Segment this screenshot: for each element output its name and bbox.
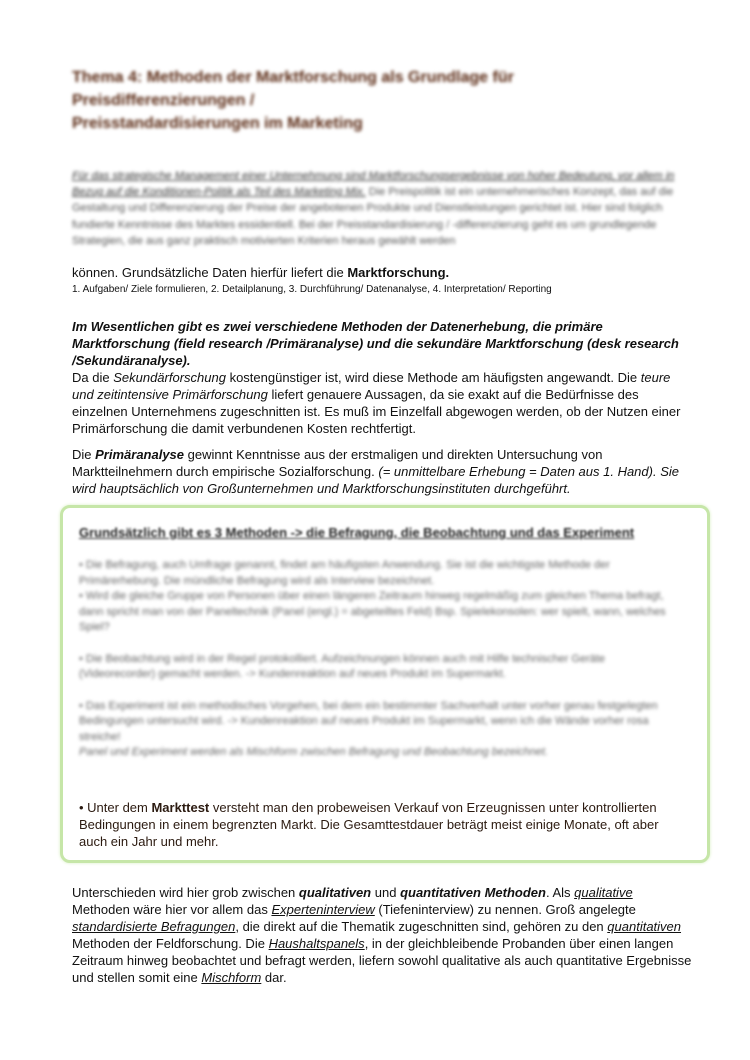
final-f1: Unterschieden wird hier grob zwischen [72,885,299,900]
document-title [72,66,632,135]
mischform-note: Panel und Experiment werden als Mischform zwischen Befragung und Beobachtung bezeichnet. [79,746,548,758]
methods-s1: Da die [72,370,114,385]
final-mischform: Mischform [201,970,262,985]
methods-s2-italic: teure und zeitintensive Primärforschung [72,370,671,402]
methods-s3: liefert genauere Aussagen, da sie exakt auf die Bedürfnisse des einzelnen Unternehmens zugeschnitten ist. Es muß im Einzelfall abgewogen werden, ob der Nutzen einer Primärforschung die damit verbundenen Kosten rechtfertigt. [72,387,681,436]
title-line-1: Thema 4: Methoden der Marktforschung als Grundlage für [72,69,514,86]
final-f4: Methoden wäre hier vor allem das [72,902,272,917]
experiment-item: • Das Experiment ist ein methodisches Vorgehen, bei dem ein bestimmter Sachverhalt unter vorher genau festgelegten Bedingungen untersucht wird. -> Kundenreaktion auf neues Produkt im Supermarkt, wenn ich die Wände vorher rosa streiche! [79,699,658,743]
markttest-post: versteht man den probeweisen Verkauf von Erzeugnissen unter kontrollierten Bedingungen in einem begrenzten Markt. Die Gesamttestdauer beträgt meist einige Monate, oft aber auch ein Jahr und mehr. [79,800,659,849]
intro-lead: Für das strategische Management einer Unternehmung sind Marktforschungsergebnisse von hoher Bedeutung, vor allem in Bezug auf die Konditionen-Politik als Teil des Marketing Mix. [72,170,675,199]
final-standardisierte-befragungen: standardisierte Befragungen [72,919,236,934]
title-line-3: Preisstandardisierungen im Marketing [72,115,363,132]
title-line-2: Preisdifferenzierungen / [72,92,255,109]
final-paragraph [72,884,692,986]
primary-p2-italic: (= unmittelbare Erhebung = Daten aus 1. Hand). Sie wird hauptsächlich von Großunternehmen und Marktforschungsinstituten durchgeführt. [72,464,679,496]
final-qualitativen: qualitativen [298,885,372,900]
befragung-item: • Die Befragung, auch Umfrage genannt, findet am häufigsten Anwendung. Sie ist die wichtigste Methode der Primärerhebung. Die mündliche Befragung wird als Interview bezeichnet. [79,559,610,587]
intro-tail-text: können. Grundsätzliche Daten hierfür liefert die [72,265,348,280]
intro-tail [72,264,692,281]
primary-p2: gewinnt Kenntnisse aus der erstmaligen und direkten Untersuchung von Marktteilnehmern durch empirische Sozialforschung. [72,447,603,479]
panel-item: • Wird die gleiche Gruppe von Personen über einen längeren Zeitraum hinweg regelmäßig zum gleichen Thema befragt, dann spricht man von der Paneltechnik (Panel (engl.) = abgeteiltes Feld) Bsp. Spielekonsolen: wer spielt, wann, welches Spiel? [79,590,666,633]
final-f3: . Als [545,885,575,900]
final-quantitativen: quantitativen Methoden [400,885,546,900]
final-f9: dar. [261,970,287,985]
final-f8: , in der gleichbleibende Probanden über einen langen Zeitraum hinweg beobachtet und befragt werden, liefern sowohl qualitative als auch quantitative Ergebnisse und stellen somit eine [72,936,692,985]
final-haushaltspanels: Haushaltspanels [268,936,365,951]
final-experteninterview: Experteninterview [271,902,375,917]
markttest-item [79,799,679,850]
primary-analysis-paragraph [72,446,692,497]
beobachtung-item: • Die Beobachtung wird in der Regel protokolliert. Aufzeichnungen können auch mit Hilfe technischer Geräte (Videorecorder) gemacht werden. -> Kundenreaktion auf neues Produkt im Supermarkt. [79,652,606,680]
intro-body: Die Preispolitik ist ein unternehmerisches Konzept, das auf die Gestaltung und Differenzierung der Preise der angebotenen Produkte und Dienstleistungen gerichtet ist. Hier sind folglich fundierte Kenntnisse des Marktes essidentiell. Bei der Preisstandardisierung / -differenzierung geht es um grundlegende Strategien, die aus ganz praktisch motivierten Kriterien heraus gewählt werden [72,186,674,247]
final-quantitative: quantitativen [607,919,682,934]
primary-p1: Die [72,447,96,462]
methods-lead: Im Wesentlichen gibt es zwei verschiedene Methoden der Datenerhebung, die primäre Marktforschung (field research /Primäranalyse) und die sekundäre Marktforschung (desk research /Sekundäranalyse). [72,319,679,368]
box-heading: Grundsätzlich gibt es 3 Methoden -> die Befragung, die Beobachtung und das Experiment [79,525,635,540]
methods-s1-italic: Sekundärforschung [113,370,226,385]
primary-term: Primäranalyse [95,447,185,462]
intro-tail-bold: Marktforschung. [347,265,450,280]
box-blurred-content [79,558,675,777]
final-f7: Methoden der Feldforschung. Die [72,936,269,951]
intro-blurred-paragraph [72,168,682,249]
markttest-term: Markttest [151,800,210,815]
final-qualitative: qualitative [574,885,633,900]
final-f5: (Tiefeninterview) zu nennen. Groß angelegte [374,902,636,917]
research-steps: 1. Aufgaben/ Ziele formulieren, 2. Detailplanung, 3. Durchführung/ Datenanalyse, 4. Interpretation/ Reporting [72,284,552,295]
methods-s2: kostengünstiger ist, wird diese Methode am häufigsten angewandt. Die [225,370,641,385]
final-f2: und [371,885,401,900]
methods-paragraph [72,318,692,437]
markttest-pre: • Unter dem [79,800,152,815]
final-f6: , die direkt auf die Thematik zugeschnitten sind, gehören zu den [235,919,608,934]
methods-box [60,505,710,863]
